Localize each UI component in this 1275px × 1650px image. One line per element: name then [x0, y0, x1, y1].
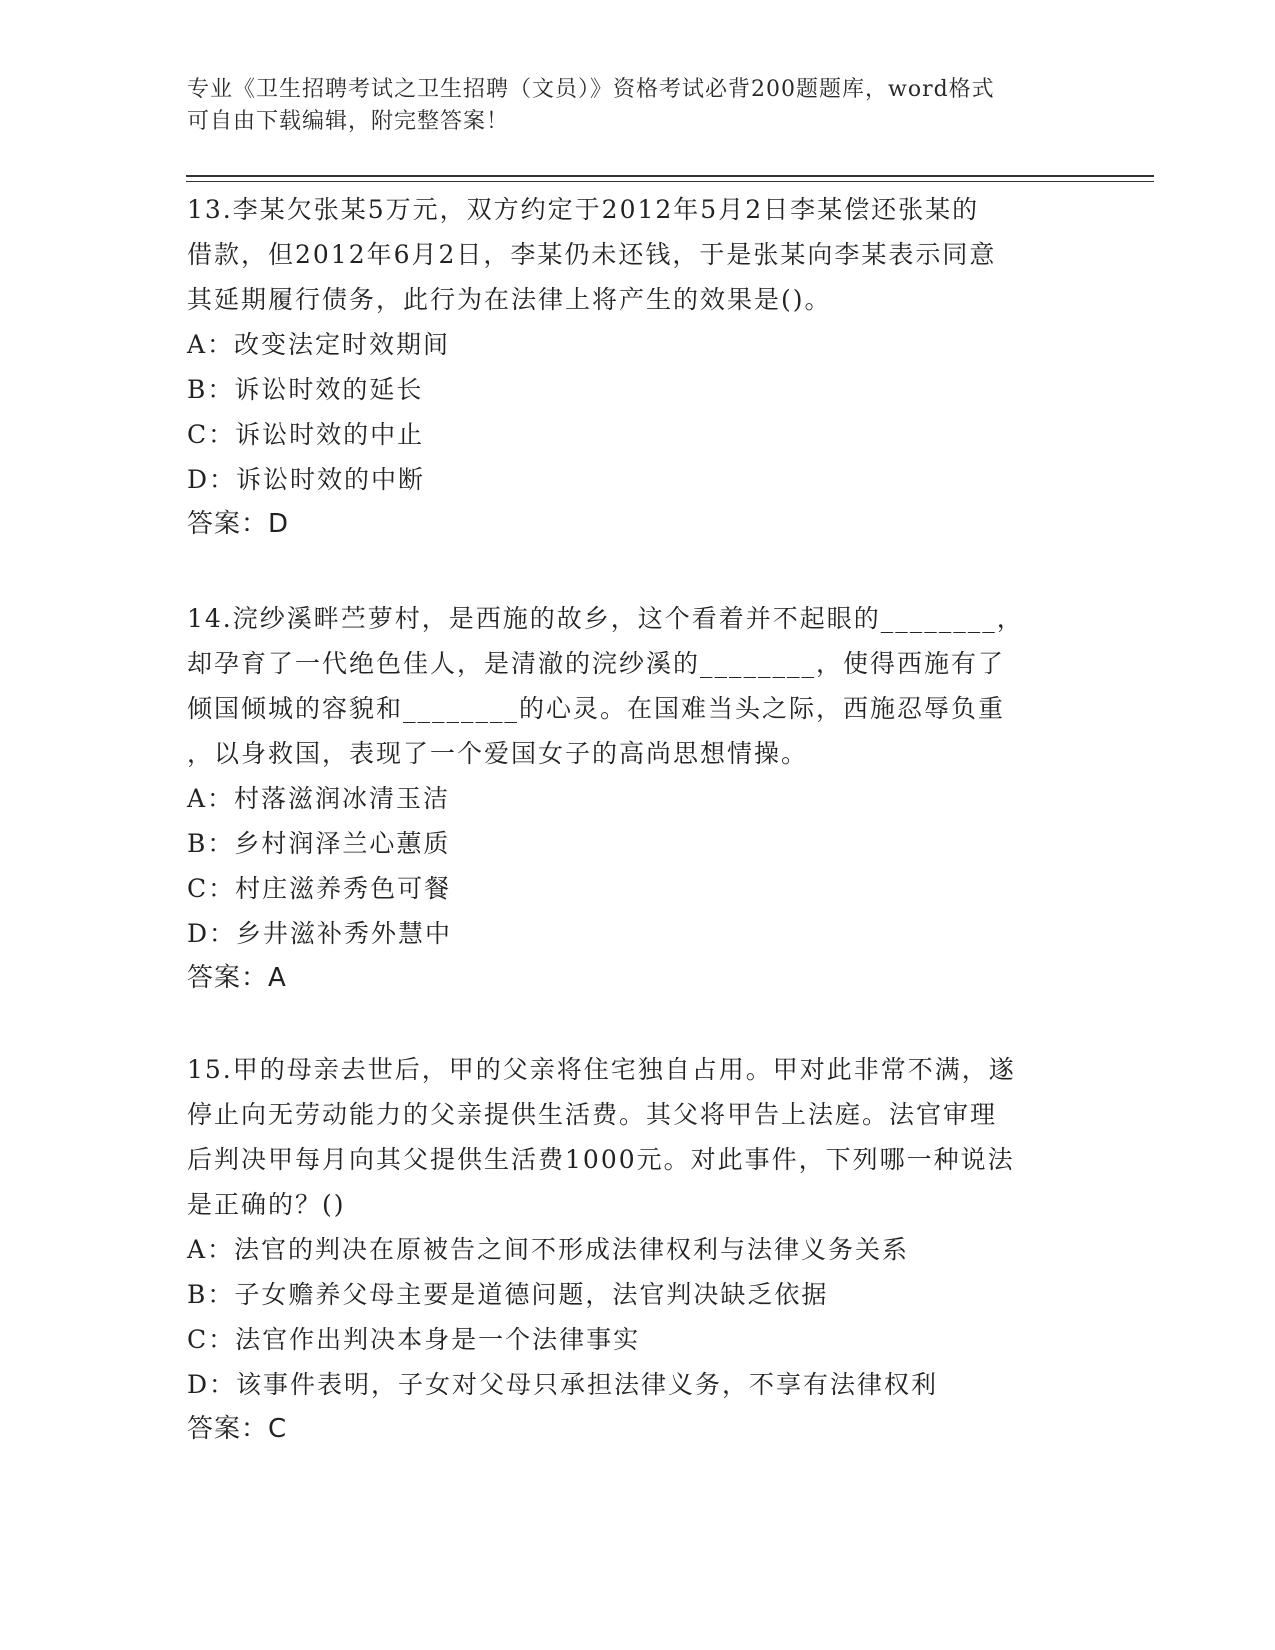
option-d: D：诉讼时效的中断	[187, 465, 426, 494]
answer: 答案：A	[187, 963, 287, 993]
question-13	[187, 187, 1077, 547]
answer: 答案：C	[187, 1414, 288, 1444]
answer: 答案：D	[187, 509, 290, 539]
question-stem-line: 是正确的？()	[187, 1190, 346, 1219]
option-b: B：诉讼时效的延长	[187, 375, 424, 404]
question-stem-line: 14.浣纱溪畔苎萝村，是西施的故乡，这个看着并不起眼的________，	[187, 604, 1024, 633]
header-divider-thick	[186, 175, 1154, 177]
question-14	[187, 596, 1077, 1001]
question-stem-line: 借款，但2012年6月2日，李某仍未还钱，于是张某向李某表示同意	[187, 240, 997, 269]
header-line-2: 可自由下载编辑，附完整答案！	[187, 109, 510, 134]
option-c: C：诉讼时效的中止	[187, 420, 425, 449]
header-line-1: 专业《卫生招聘考试之卫生招聘（文员）》资格考试必背200题题库，word格式	[187, 77, 995, 102]
question-stem-line: 停止向无劳动能力的父亲提供生活费。其父将甲告上法庭。法官审理	[187, 1100, 998, 1129]
header-divider-thin	[186, 181, 1154, 182]
option-a: A：法官的判决在原被告之间不形成法律权利与法律义务关系	[187, 1235, 910, 1264]
option-c: C：法官作出判决本身是一个法律事实	[187, 1325, 641, 1354]
option-a: A：村落滋润冰清玉洁	[187, 784, 451, 813]
question-stem-line: 倾国倾城的容貌和________的心灵。在国难当头之际，西施忍辱负重	[187, 694, 1006, 723]
option-d: D：乡井滋补秀外慧中	[187, 919, 453, 948]
question-stem-line: 后判决甲每月向其父提供生活费1000元。对此事件，下列哪一种说法	[187, 1145, 1015, 1174]
question-stem-line: 其延期履行债务，此行为在法律上将产生的效果是()。	[187, 285, 832, 314]
question-stem-line: 15.甲的母亲去世后，甲的父亲将住宅独自占用。甲对此非常不满，遂	[187, 1055, 1016, 1084]
option-d: D：该事件表明，子女对父母只承担法律义务，不享有法律权利	[187, 1370, 939, 1399]
question-stem-line: ，以身救国，表现了一个爱国女子的高尚思想情操。	[187, 739, 809, 768]
question-15	[187, 1047, 1077, 1452]
option-b: B：子女赡养父母主要是道德问题，法官判决缺乏依据	[187, 1280, 829, 1309]
question-stem-line: 却孕育了一代绝色佳人，是清澈的浣纱溪的________，使得西施有了	[187, 649, 1006, 678]
option-a: A：改变法定时效期间	[187, 330, 451, 359]
question-stem-line: 13.李某欠张某5万元，双方约定于2012年5月2日李某偿还张某的	[187, 195, 980, 224]
option-b: B：乡村润泽兰心蕙质	[187, 829, 451, 858]
document-header	[187, 74, 1067, 138]
option-c: C：村庄滋养秀色可餐	[187, 874, 452, 903]
